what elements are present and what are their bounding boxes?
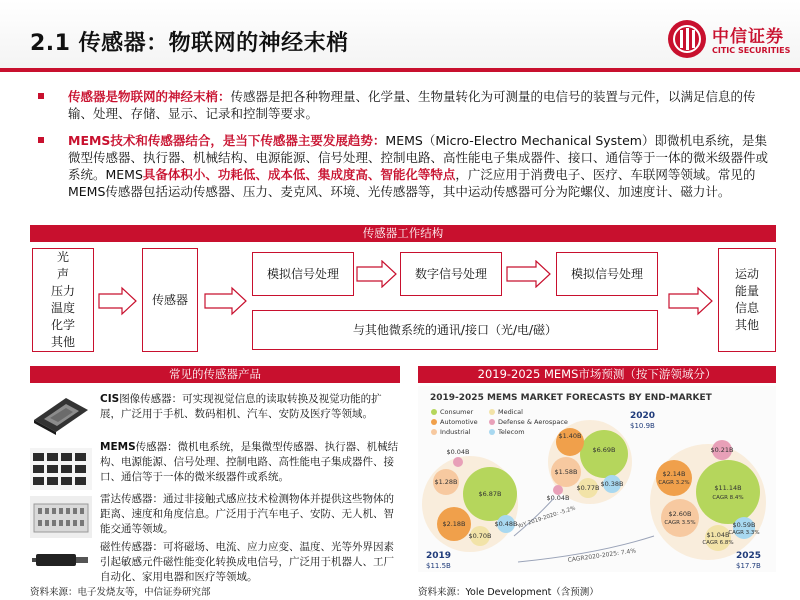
- cagr-2025-industrial: CAGR 3.5%: [664, 520, 696, 526]
- label-2020-defense: $0.04B: [546, 494, 570, 502]
- yoy-label: YoY 2019-2020: -5.2%: [516, 505, 577, 530]
- cagr-2025-consumer: CAGR 8.4%: [712, 495, 744, 501]
- chart-inner-title: 2019-2025 MEMS MARKET FORECASTS BY END-MARKET: [430, 393, 712, 403]
- bubble-chart-svg: [418, 386, 776, 572]
- bubble-2025-consumer: [696, 460, 760, 524]
- label-2019-industrial: $1.28B: [434, 478, 458, 486]
- label-2019-defense: $0.04B: [446, 448, 470, 456]
- cis-chip-image: [30, 394, 92, 436]
- label-2025-medical: $1.04B: [706, 531, 730, 539]
- label-2020-consumer: $6.69B: [592, 446, 616, 454]
- legend-telecom-swatch: [489, 429, 495, 435]
- header-red-line: [0, 68, 800, 72]
- product-name: CIS: [100, 393, 120, 405]
- slide-header: [0, 0, 800, 72]
- bullet-highlight: 具备体积小、功耗低、成本低、集成度高、智能化等特点: [142, 167, 456, 182]
- label-2025-automotive: $2.14B: [662, 470, 686, 478]
- product-desc: 磁性传感器：可将磁场、电流、应力应变、温度、光等外界因素引起敏感元件磁性能变化转换成电信号，广泛用于机器人、工厂自动化、家用电器和医疗等领域。: [100, 541, 394, 583]
- label-2020-automotive: $1.40B: [558, 432, 582, 440]
- product-name: MEMS: [100, 441, 136, 453]
- label-2025-telecom: $0.59B: [732, 521, 756, 529]
- label-2020-telecom: $0.38B: [600, 480, 624, 488]
- legend-telecom: Telecom: [498, 428, 525, 436]
- bullet-text: MEMS（Micro-Electro Mechanical System）即微机电系统，是集微型传感器、执行器、机械结构、电源能源、信号处理、控制电路、高性能电子集成器件、接口、通信等于一体的微米级器件或系统。MEMS: [68, 133, 769, 182]
- bubble-2019-defense: [453, 457, 463, 467]
- year-2020: 2020: [630, 411, 656, 421]
- legend-consumer: Consumer: [440, 408, 474, 416]
- product-magnetic: [30, 540, 400, 583]
- outputs-box: 运动 能量 信息 其他: [718, 248, 776, 352]
- bubble-2020-consumer: [580, 430, 628, 478]
- chart-title-bar: 2019-2025 MEMS市场预测（按下游领域分）: [418, 366, 776, 383]
- label-2020-medical: $0.77B: [576, 484, 600, 492]
- label-2019-consumer: $6.87B: [478, 490, 502, 498]
- label-2020-industrial: $1.58B: [554, 468, 578, 476]
- legend-industrial: Industrial: [440, 428, 471, 436]
- bullet-text: 传感器是把各种物理量、化学量、生物量转化为可测量的电信号的装置与元件，以满足信息的传输、处理、存储、显示、记录和控制等要求。: [68, 89, 756, 121]
- label-2019-telecom: $0.48B: [494, 520, 518, 528]
- total-2019: $11.5B: [426, 562, 451, 570]
- legend-medical: Medical: [498, 408, 523, 416]
- label-2019-medical: $0.70B: [468, 532, 492, 540]
- legend-industrial-swatch: [431, 429, 437, 435]
- bullet-lead: 传感器是物联网的神经末梢：: [68, 89, 231, 104]
- structure-title-bar: 传感器工作结构: [30, 225, 776, 242]
- year-2019: 2019: [426, 551, 452, 561]
- mems-chips-image: [30, 448, 92, 490]
- sensor-box: 传感器: [142, 248, 198, 352]
- page-title: 2.1 传感器：物联网的神经末梢: [30, 31, 349, 56]
- product-radar: [30, 492, 400, 540]
- legend-consumer-swatch: [431, 409, 437, 415]
- total-2025: $17.7B: [736, 562, 761, 570]
- chart-source: 资料来源：Yole Development（含预测）: [418, 587, 599, 598]
- citic-logo: [668, 20, 792, 60]
- legend-automotive-swatch: [431, 419, 437, 425]
- arrow-right-icon: [98, 286, 138, 316]
- product-desc: 传感器：微机电系统，是集微型传感器、执行器、机械结构、电源能源、信号处理、控制电路、高性能电子集成器件、接口、通信等于一体的微米级器件或系统。: [100, 441, 399, 483]
- logo-chinese-name: 中信证券: [712, 27, 784, 47]
- label-2025-defense: $0.21B: [710, 446, 734, 454]
- arrow-right-icon: [668, 286, 714, 316]
- cagr-total-label: CAGR2020-2025: 7.4%: [567, 547, 637, 564]
- label-2025-consumer: $11.14B: [714, 484, 742, 492]
- inputs-box: 光 声 压力 温度 化学 其他: [32, 248, 94, 352]
- product-mems: [30, 440, 400, 500]
- total-2020: $10.9B: [630, 422, 655, 430]
- analog-processing-box-2: 模拟信号处理: [556, 252, 658, 296]
- arrow-right-icon: [506, 260, 552, 288]
- year-2025: 2025: [736, 551, 762, 561]
- bullet-square-icon: [38, 137, 44, 143]
- analog-processing-box-1: 模拟信号处理: [252, 252, 354, 296]
- bullet-list: [38, 88, 778, 210]
- cagr-2025-automotive: CAGR 3.2%: [658, 480, 690, 486]
- products-title-bar: 常见的传感器产品: [30, 366, 400, 383]
- legend-defense-swatch: [489, 419, 495, 425]
- product-cis: [30, 392, 400, 442]
- bubble-2025-automotive: [656, 460, 692, 496]
- legend-defense: Defense & Aerospace: [498, 418, 568, 426]
- magnetic-sensor-image: [30, 542, 92, 584]
- arrow-right-icon: [356, 260, 398, 288]
- arrow-right-icon: [204, 286, 248, 316]
- bullet-text: ，广泛应用于消费电子、医疗、车联网等领域。常见的MEMS传感器包括运动传感器、压力、麦克风、环境、光传感器等，其中运动传感器可分为陀螺仪、加速度计、磁力计。: [68, 167, 756, 199]
- logo-english-name: CITIC SECURITIES: [712, 46, 791, 55]
- communication-interface-box: 与其他微系统的通讯/接口（光/电/磁）: [252, 310, 658, 350]
- label-2019-automotive: $2.18B: [442, 520, 466, 528]
- product-desc: 雷达传感器：通过非接触式感应技术检测物体并提供这些物体的距离、速度和角度信息。广泛用于汽车电子、安防、无人机、智能交通等领域。: [100, 493, 394, 535]
- label-2025-industrial: $2.60B: [668, 510, 692, 518]
- bullet-lead: MEMS技术和传感器结合，是当下传感器主要发展趋势：: [68, 133, 386, 148]
- digital-processing-box: 数字信号处理: [400, 252, 502, 296]
- legend-medical-swatch: [489, 409, 495, 415]
- product-desc: 图像传感器：可实现视觉信息的读取转换及视觉功能的扩展，广泛用于手机、数码相机、汽车、安防及医疗等领域。: [100, 393, 382, 420]
- cagr-2025-telecom: CAGR 3.3%: [728, 530, 760, 536]
- citic-logo-icon: [668, 20, 706, 58]
- bubble-2025-industrial: [661, 499, 699, 537]
- bullet-square-icon: [38, 93, 44, 99]
- radar-sensor-image: [30, 496, 92, 538]
- products-source: 资料来源：电子发烧友等，中信证券研究部: [30, 587, 211, 598]
- bullet-mems-trend: [38, 132, 778, 200]
- bullet-sensor-definition: [38, 88, 778, 122]
- legend-automotive: Automotive: [440, 418, 478, 426]
- mems-market-bubble-chart: [418, 386, 776, 572]
- cagr-2025-medical: CAGR 6.8%: [702, 540, 734, 546]
